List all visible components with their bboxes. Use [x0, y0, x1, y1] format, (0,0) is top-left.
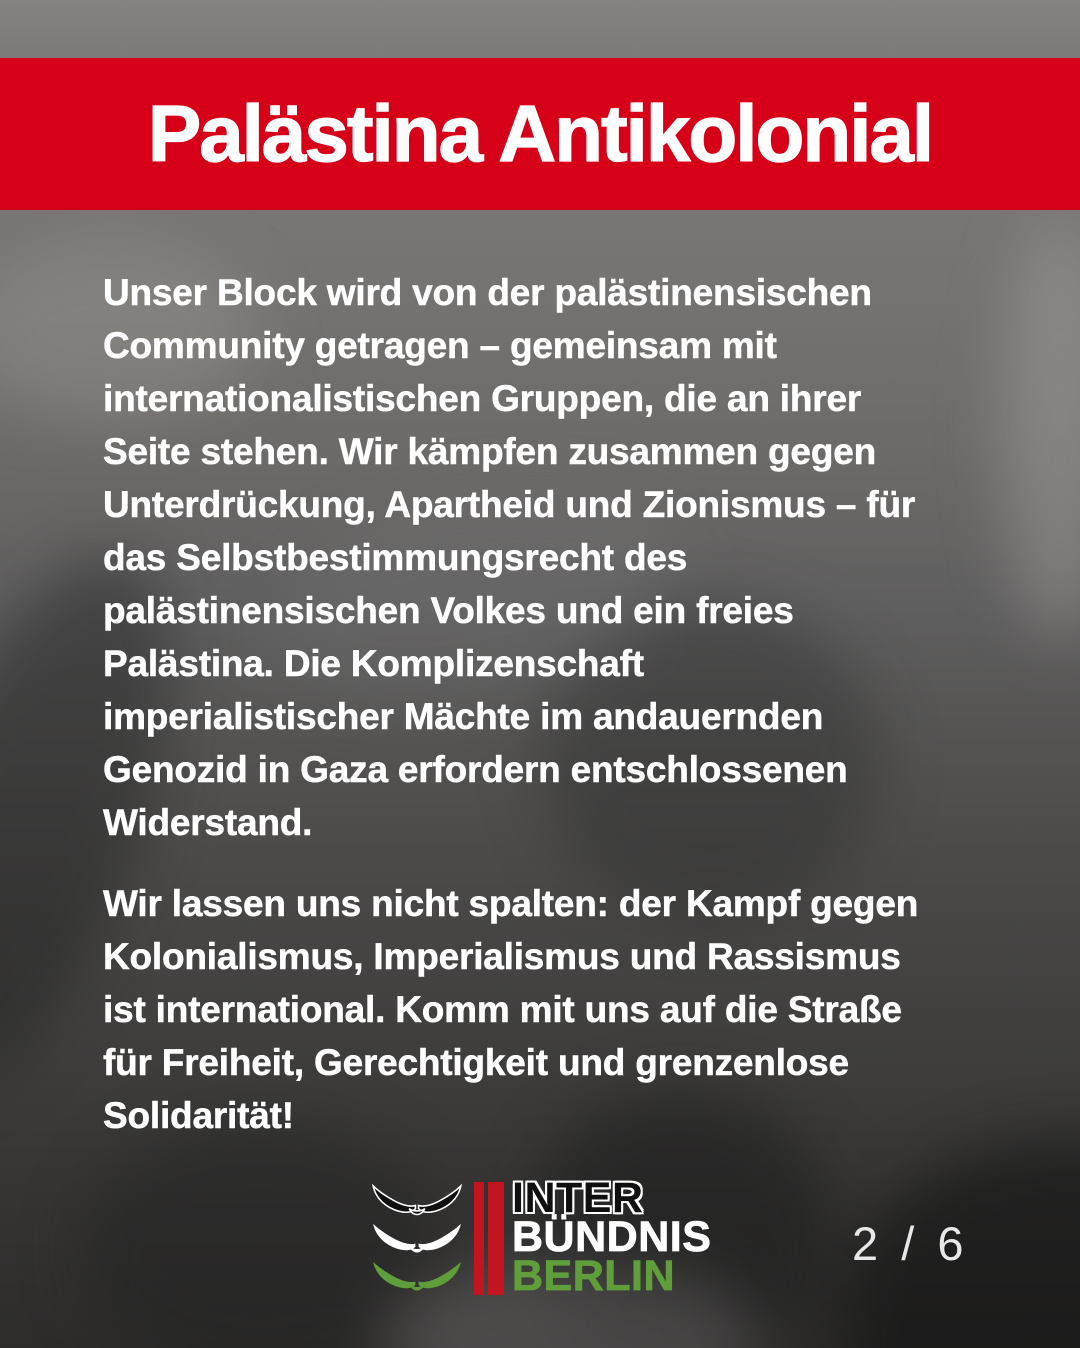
- paragraph-2: [103, 877, 1003, 1142]
- logo: [364, 1182, 470, 1296]
- text-line: Widerstand.: [103, 802, 313, 843]
- text-line: palästinensischen Volkes und ein freies: [103, 590, 794, 631]
- text-line: Palästina. Die Komplizenschaft: [103, 643, 644, 684]
- logo-red-bar-thin: [474, 1182, 484, 1295]
- text-line: ist international. Komm mit uns auf die Straße: [103, 989, 902, 1030]
- text-line: für Freiheit, Gerechtigkeit und grenzenlose: [103, 1042, 849, 1083]
- body-text: [103, 266, 1003, 1142]
- logo-red-bar-thick: [488, 1182, 504, 1295]
- text-line: internationalistischen Gruppen, die an ihrer: [103, 378, 862, 419]
- text-line: Genozid in Gaza erfordern entschlossenen: [103, 749, 848, 790]
- text-line: Solidarität!: [103, 1095, 294, 1136]
- logo-text-buendnis: BÜNDNIS: [512, 1213, 712, 1261]
- page-indicator: 2 / 6: [852, 1217, 969, 1270]
- title-banner: [0, 58, 1080, 210]
- text-line: Seite stehen. Wir kämpfen zusammen gegen: [103, 431, 876, 472]
- text-line: Unterdrückung, Apartheid und Zionismus – für: [103, 484, 916, 525]
- page-title: Palästina Antikolonial: [147, 89, 933, 178]
- logo-wing-icon-black: [364, 1182, 470, 1218]
- background-light-strip: [1000, 220, 1080, 640]
- logo-text-inter: INTER: [512, 1174, 644, 1222]
- text-line: Community getragen – gemeinsam mit: [103, 325, 777, 366]
- logo-text-berlin: BERLIN: [512, 1252, 676, 1300]
- paragraph-1: [103, 266, 1003, 849]
- text-line: Kolonialismus, Imperialismus und Rassismus: [103, 936, 901, 977]
- text-line: Unser Block wird von der palästinensischen: [103, 272, 872, 313]
- logo-wing-icon-green: [364, 1258, 470, 1294]
- text-line: Wir lassen uns nicht spalten: der Kampf gegen: [103, 883, 919, 924]
- logo-wing-icon-white: [364, 1220, 470, 1256]
- text-line: imperialistischer Mächte im andauernden: [103, 696, 824, 737]
- text-line: das Selbstbestimmungsrecht des: [103, 537, 688, 578]
- logo-wordmark: [512, 1174, 712, 1300]
